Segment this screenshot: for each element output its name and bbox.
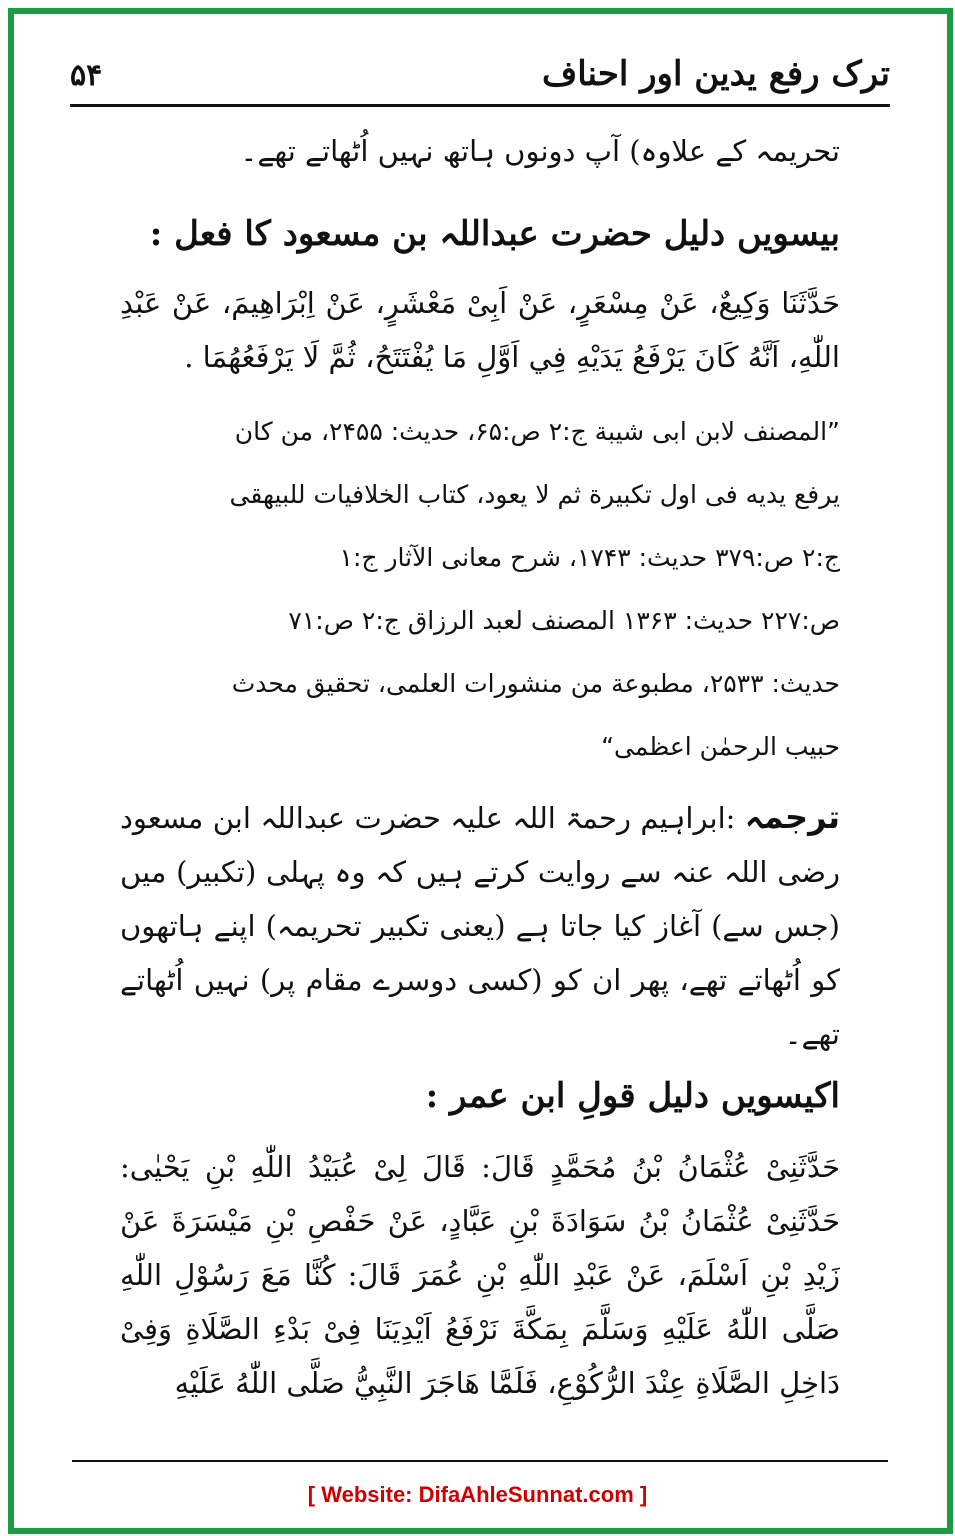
- book-title: ترک رفع یدین اور احناف: [541, 54, 890, 94]
- reference-line: حبیب الرحمٰن اعظمی“: [601, 732, 840, 761]
- section-1-translation: [120, 790, 840, 1061]
- reference-line: حدیث: ۲۵۳۳، مطبوعة من منشورات العلمی، تحقیق محدث: [231, 669, 840, 698]
- reference-line: یرفع یدیه فی اول تکبیرة ثم لا یعود، کتاب الخلافیات للبیهقی: [229, 480, 840, 509]
- translation-label: ترجمہ: [744, 798, 841, 836]
- intro-line: تحریمہ کے علاوہ) آپ دونوں ہاتھ نہیں اُٹھاتے تھے۔: [240, 134, 840, 168]
- reference-line: ص:۲۲۷ حدیث: ۱۳۶۳ المصنف لعبد الرزاق ج:۲ ص:۷۱: [288, 606, 840, 635]
- page-header: [70, 52, 890, 107]
- section-1-heading: بیسویں دلیل حضرت عبداللہ بن مسعود کا فعل :: [149, 214, 840, 254]
- reference-line: ج:۲ ص:۳۷۹ حدیث: ۱۷۴۳، شرح معانی الآثار ج:۱: [339, 543, 840, 572]
- section-1-references: [120, 400, 840, 778]
- section-1-arabic: حَدَّثَنَا وَكِيعٌ، عَنْ مِسْعَرٍ، عَنْ اَبِىْ مَعْشَرٍ، عَنْ اِبْرَاهِيمَ، عَنْ عَبْدِ اللّٰهِ، اَنَّهُ كَانَ يَرْفَعُ يَدَيْهِ فِي اَوَّلِ مَا يُفْتَتَحُ، ثُمَّ لَا يَرْفَعُهُمَا .: [120, 286, 840, 374]
- footer-divider: [72, 1460, 888, 1462]
- reference-line: ”المصنف لابن ابی شیبة ج:۲ ص:۶۵، حدیث: ۲۴۵۵، من کان: [234, 417, 840, 446]
- website-footer: [ Website: DifaAhleSunnat.com ]: [307, 1482, 648, 1507]
- section-2-arabic: حَدَّثَنِىْ عُثْمَانُ بْنُ مُحَمَّدٍ قَالَ: قَالَ لِىْ عُبَيْدُ اللّٰهِ بْنِ يَحْيٰى: حَدَّثَنِىْ عُثْمَانُ بْنُ سَوَادَةَ بْنِ عَبَّادٍ، عَنْ حَفْصِ بْنِ مَيْسَرَةَ عَنْ زَيْدِ بْنِ اَسْلَمَ، عَنْ عَبْدِ اللّٰهِ بْنِ عُمَرَ قَالَ: كُنَّا مَعَ رَسُوْلِ اللّٰهِ صَلَّى اللّٰهُ عَلَيْهِ وَسَلَّمَ بِمَكَّةَ نَرْفَعُ اَيْدِيَنَا فِىْ بَدْءِ الصَّلَاةِ وَفِىْ دَاخِلِ الصَّلَاةِ عِنْدَ الرُّكُوْعِ، فَلَمَّا هَاجَرَ النَّبِيُّ صَلَّى اللّٰهُ عَلَيْهِ: [120, 1150, 840, 1400]
- section-2-heading: اکیسویں دلیل قولِ ابن عمر :: [425, 1076, 840, 1116]
- page-number: ۵۴: [70, 58, 103, 93]
- translation-text: :ابراہیم رحمۃ اللہ علیہ حضرت عبداللہ ابن مسعود رضی اللہ عنہ سے روایت کرتے ہیں کہ وہ پہلی (تکبیر) میں (جس سے) آغاز کیا جاتا ہے (یعنی تکبیر تحریمہ) اپنے ہاتھوں کو اُٹھاتے تھے، پھر ان کو (کسی دوسرے مقام پر) نہیں اُٹھاتے تھے۔: [120, 801, 840, 1051]
